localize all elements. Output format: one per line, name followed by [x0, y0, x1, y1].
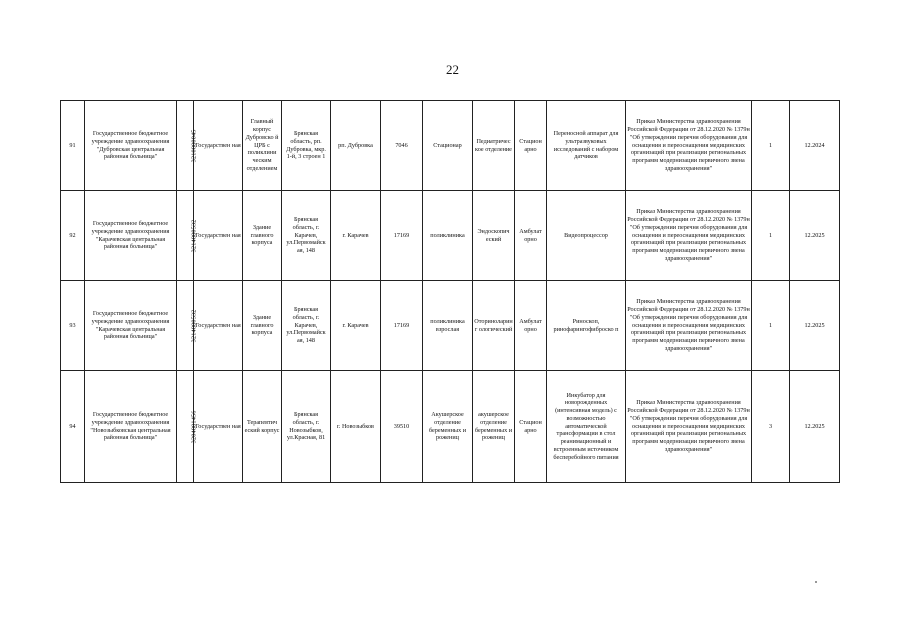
- building-name: Здание главного корпуса: [243, 281, 282, 371]
- equipment-quantity: 1: [752, 191, 790, 281]
- row-number: 91: [61, 101, 85, 191]
- ownership-form: Государствен ная: [194, 371, 243, 483]
- department: Оториноларинг ологический: [473, 281, 515, 371]
- table-row: [61, 191, 840, 281]
- institution-code-text: 3210000045: [190, 129, 198, 162]
- table-row: [61, 281, 840, 371]
- building-name: Главный корпус Дубровско й ЦРБ с поликлини ческим отделением: [243, 101, 282, 191]
- address: Брянская область, г. Карачев, ул.Первомайск ая, 148: [282, 281, 331, 371]
- table-row: [61, 101, 840, 191]
- department: Педиатричес кое отделение: [473, 101, 515, 191]
- ownership-form: Государствен ная: [194, 101, 243, 191]
- equipment-quantity: 1: [752, 101, 790, 191]
- row-number: 93: [61, 281, 85, 371]
- ownership-form: Государствен ная: [194, 191, 243, 281]
- delivery-date: 12.2025: [790, 371, 840, 483]
- settlement-index: 17169: [381, 191, 423, 281]
- care-condition: Амбулат орно: [515, 281, 547, 371]
- address: Брянская область, г. Новозыбков, ул.Красная, 81: [282, 371, 331, 483]
- care-type: поликлиника взрослая: [423, 281, 473, 371]
- care-type: поликлиника: [423, 191, 473, 281]
- institution-code: [177, 281, 198, 371]
- row-number: 92: [61, 191, 85, 281]
- regulatory-document: Приказ Министерства здравоохранения Российской Федерации от 28.12.2020 № 1379н "Об утверждении перечня оборудования для оснащения и переоснащения медицинских организаций при реализации региональных программ модернизации первичного звена здравоохранения": [626, 371, 752, 483]
- equipment-quantity: 1: [752, 281, 790, 371]
- address: Брянская область, рп. Дубровка, мкр. 1-й, 3 строен 1: [282, 101, 331, 191]
- row-number: 94: [61, 371, 85, 483]
- equipment-name: Риноскоп, ринофарингофиброско п: [547, 281, 626, 371]
- equipment-name: Видеопроцессор: [547, 191, 626, 281]
- address: Брянская область, г. Карачев, ул.Первомайск ая, 148: [282, 191, 331, 281]
- building-name: Здание главного корпуса: [243, 191, 282, 281]
- scan-speck: [815, 581, 817, 583]
- institution-code-text: 3214000532: [190, 219, 198, 252]
- settlement-index: 17169: [381, 281, 423, 371]
- department: Эндоскопич еский: [473, 191, 515, 281]
- settlement-index: 7046: [381, 101, 423, 191]
- institution-name: Государственное бюджетное учреждение здравоохранения "Карачевская центральная районная больница": [85, 281, 177, 371]
- delivery-date: 12.2025: [790, 281, 840, 371]
- building-name: Терапевтич еский корпус: [243, 371, 282, 483]
- care-type: Стационар: [423, 101, 473, 191]
- institution-code: [177, 101, 198, 191]
- settlement: г. Карачев: [331, 191, 381, 281]
- page-number: 22: [446, 62, 459, 77]
- settlement: рп. Дубровка: [331, 101, 381, 191]
- equipment-name: Переносной аппарат для ультразвуковых исследований с набором датчиков: [547, 101, 626, 191]
- settlement-index: 39510: [381, 371, 423, 483]
- ownership-form: Государствен ная: [194, 281, 243, 371]
- delivery-date: 12.2025: [790, 191, 840, 281]
- care-type: Акушерское отделение беременных и рожениц: [423, 371, 473, 483]
- delivery-date: 12.2024: [790, 101, 840, 191]
- institution-code-text: 3204001456: [190, 410, 198, 443]
- equipment-name: Инкубатор для новорожденных (интенсивная модель) с возможностью автоматической трансформации в стол реанимационный и встроенным источником бесперебойного питания: [547, 371, 626, 483]
- table-row: [61, 371, 840, 483]
- regulatory-document: Приказ Министерства здравоохранения Российской Федерации от 28.12.2020 № 1379н "Об утверждении перечня оборудования для оснащения и переоснащения медицинских организаций при реализации региональных программ модернизации первичного звена здравоохранения": [626, 191, 752, 281]
- equipment-table: [60, 100, 840, 483]
- settlement: г. Карачев: [331, 281, 381, 371]
- institution-name: Государственное бюджетное учреждение здравоохранения "Карачевская центральная районная больница": [85, 191, 177, 281]
- institution-name: Государственное бюджетное учреждение здравоохранения "Новозыбковская центральная районная больница": [85, 371, 177, 483]
- regulatory-document: Приказ Министерства здравоохранения Российской Федерации от 28.12.2020 № 1379н "Об утверждении перечня оборудования для оснащения и переоснащения медицинских организаций при реализации региональных программ модернизации первичного звена здравоохранения": [626, 281, 752, 371]
- settlement: г. Новозыбков: [331, 371, 381, 483]
- institution-code: [177, 371, 198, 483]
- regulatory-document: Приказ Министерства здравоохранения Российской Федерации от 28.12.2020 № 1379н "Об утверждении перечня оборудования для оснащения и переоснащения медицинских организаций при реализации региональных программ модернизации первичного звена здравоохранения": [626, 101, 752, 191]
- equipment-quantity: 3: [752, 371, 790, 483]
- department: акушерское отделение беременных и рожениц: [473, 371, 515, 483]
- care-condition: Стацион арно: [515, 371, 547, 483]
- care-condition: Стацион арно: [515, 101, 547, 191]
- institution-code: [177, 191, 198, 281]
- institution-code-text: 3214000532: [190, 309, 198, 342]
- institution-name: Государственное бюджетное учреждение здравоохранения "Дубровская центральная районная больница": [85, 101, 177, 191]
- care-condition: Амбулат орно: [515, 191, 547, 281]
